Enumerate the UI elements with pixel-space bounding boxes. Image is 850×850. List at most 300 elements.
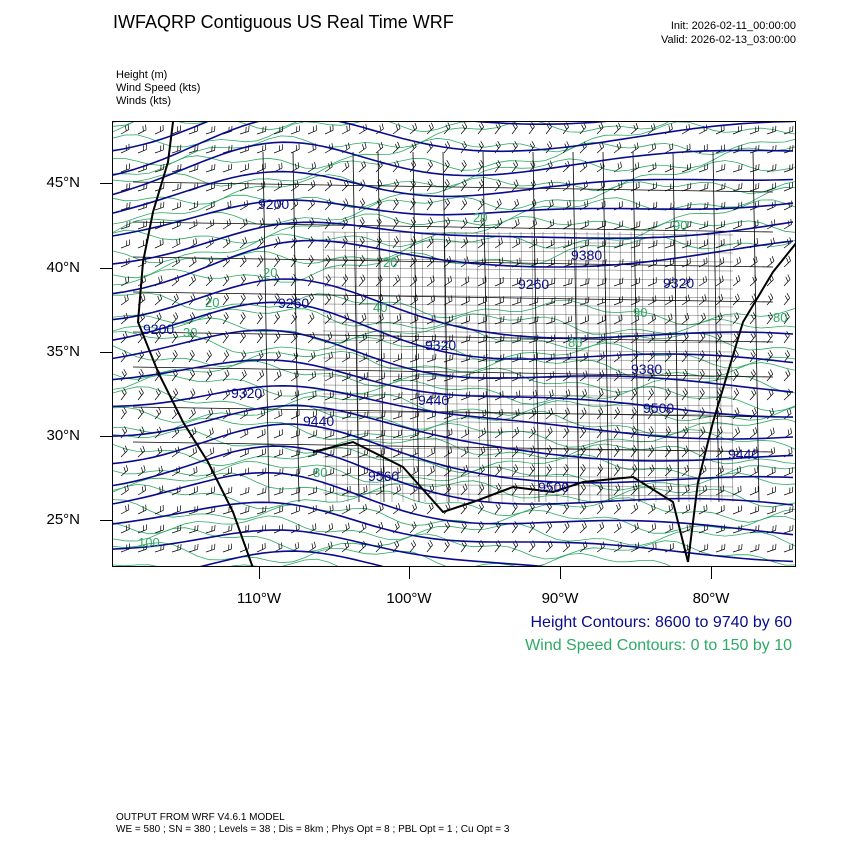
- valid-time: Valid: 2026-02-13_03:00:00: [661, 34, 796, 46]
- lat-tick: [100, 352, 112, 353]
- wind-barb: [644, 388, 655, 400]
- wind-barb: [627, 464, 638, 476]
- wind-barb: [780, 293, 791, 305]
- wind-barb: [202, 350, 213, 362]
- model-settings: WE = 580 ; SN = 380 ; Levels = 38 ; Dis = 8km ; Phys Opt = 8 ; PBL Opt = 1 ; Cu Opt = 3: [116, 824, 510, 835]
- wind-barb: [219, 350, 230, 362]
- county-border: [554, 232, 557, 502]
- lon-tick: [560, 567, 561, 579]
- wind-barb: [236, 293, 247, 305]
- wind-barb: [441, 447, 453, 457]
- height-contour-label: 9440: [728, 446, 760, 462]
- wind-barb: [476, 316, 488, 324]
- wind-barb: [593, 464, 604, 476]
- wind-barb: [695, 350, 706, 362]
- lon-tick: [409, 567, 410, 579]
- wind-barb: [763, 369, 774, 381]
- wind-barb: [526, 219, 538, 229]
- wind-barb: [272, 144, 284, 153]
- wind-barb: [204, 544, 216, 552]
- wind-barb: [647, 221, 659, 229]
- wind-barb: [697, 505, 709, 514]
- wind-barb: [408, 411, 420, 419]
- county-border: [455, 232, 458, 502]
- wind-barb: [236, 312, 247, 324]
- wind-barb: [611, 503, 622, 514]
- wind-barb: [304, 217, 315, 229]
- lat-tick: [100, 520, 112, 521]
- wind-barb: [628, 333, 640, 343]
- wind-barb: [440, 179, 451, 191]
- height-contour-label: 9320: [231, 385, 263, 401]
- wind-barb: [627, 407, 638, 419]
- wind-barb: [782, 487, 794, 495]
- model-info: OUTPUT FROM WRF V4.6.1 MODEL: [116, 812, 285, 823]
- wind-barb: [271, 370, 283, 381]
- wind-barb: [255, 429, 267, 438]
- wind-barb: [272, 410, 284, 419]
- county-border: [532, 232, 535, 502]
- wind-barb: [304, 313, 315, 324]
- wind-contour-line: [113, 122, 796, 147]
- wind-barb: [255, 145, 267, 153]
- county-border: [433, 232, 436, 502]
- wind-barb: [339, 352, 351, 362]
- wind-barb: [219, 274, 230, 286]
- wind-barb: [595, 315, 607, 324]
- wind-barb: [321, 313, 332, 324]
- state-border: [713, 152, 719, 502]
- wind-barb: [697, 124, 709, 134]
- wind-contour-label: 40: [373, 300, 388, 315]
- wind-barb: [423, 503, 434, 514]
- wind-contour-label: 90: [633, 305, 648, 320]
- wind-barb: [492, 238, 504, 248]
- wind-barb: [119, 239, 131, 248]
- county-border: [598, 232, 601, 502]
- wind-barb: [612, 315, 624, 324]
- wind-barb: [151, 388, 162, 400]
- wind-barb: [543, 200, 555, 210]
- wind-barb: [135, 465, 147, 476]
- wind-barb: [239, 506, 251, 514]
- lat-label-30: 30°N: [46, 427, 80, 444]
- wind-barb: [578, 220, 590, 229]
- wind-barb: [475, 428, 487, 438]
- county-border: [367, 232, 370, 502]
- wind-barb: [696, 276, 708, 286]
- wind-barb: [253, 331, 264, 343]
- county-border: [323, 349, 733, 352]
- wind-barb: [457, 198, 468, 210]
- wind-barb: [680, 183, 692, 191]
- wind-barb: [289, 126, 301, 134]
- wind-barb: [153, 239, 165, 248]
- wind-barb: [408, 334, 420, 343]
- wind-barb: [765, 486, 777, 495]
- wind-barb: [440, 540, 451, 552]
- wind-barb: [119, 504, 131, 514]
- wind-barb: [340, 449, 352, 457]
- wind-barb: [647, 240, 659, 248]
- wind-barb: [613, 259, 625, 267]
- wind-barb: [423, 237, 434, 248]
- wind-barb: [510, 390, 522, 400]
- wind-barb: [305, 162, 317, 172]
- wind-barb: [288, 351, 300, 362]
- county-border: [620, 232, 623, 502]
- wind-barb: [221, 467, 233, 476]
- wind-barb: [188, 544, 200, 552]
- wind-barb: [203, 408, 215, 419]
- wind-barb: [780, 350, 791, 362]
- wind-barb: [406, 198, 417, 210]
- wind-barb: [749, 164, 761, 172]
- wind-barb: [714, 164, 726, 172]
- wind-barb: [528, 316, 540, 324]
- wind-barb: [408, 354, 420, 362]
- lat-tick: [100, 268, 112, 269]
- wind-barb: [392, 411, 404, 419]
- wind-barb: [715, 183, 727, 191]
- wind-barb: [748, 466, 760, 476]
- height-contour-label: 9380: [631, 361, 663, 377]
- wind-barb: [526, 390, 538, 400]
- wind-barb: [236, 256, 247, 267]
- wind-barb: [304, 255, 315, 267]
- wind-barb: [765, 126, 777, 134]
- wind-barb: [698, 183, 710, 191]
- county-border: [708, 232, 711, 502]
- wind-barb: [661, 445, 672, 457]
- wind-barb: [579, 278, 591, 286]
- wind-barb: [714, 544, 726, 552]
- wind-barb: [406, 540, 417, 552]
- wind-barb: [594, 522, 606, 533]
- wind-barb: [542, 464, 553, 476]
- wind-barb: [270, 312, 281, 324]
- wind-barb: [746, 388, 757, 400]
- lat-label-25: 25°N: [46, 511, 80, 528]
- state-border: [133, 292, 773, 302]
- wind-barb: [221, 164, 233, 172]
- wind-barb: [339, 523, 351, 533]
- wind-barb: [339, 161, 351, 172]
- wind-contour-line: [113, 181, 796, 232]
- wind-barb: [782, 182, 794, 191]
- wind-contour-label: 20: [263, 265, 278, 280]
- wind-barb: [593, 483, 604, 495]
- wind-barb: [593, 503, 604, 514]
- wind-barb: [646, 277, 658, 286]
- wind-barb: [593, 407, 604, 419]
- field-winds-label: Winds (kts): [116, 95, 171, 107]
- wind-barb: [255, 468, 267, 476]
- lon-label-80: 80°W: [692, 590, 730, 607]
- wind-barb: [219, 293, 230, 305]
- wind-barb: [255, 126, 267, 134]
- wind-contour-label: 20: [383, 255, 398, 270]
- wind-barb: [730, 294, 741, 305]
- wind-barb: [443, 354, 455, 362]
- wind-barb: [305, 371, 317, 381]
- wind-barb: [118, 465, 130, 476]
- wind-contour-label: 80: [568, 335, 583, 350]
- county-border: [697, 232, 700, 502]
- wind-barb: [731, 505, 743, 514]
- wind-barb: [289, 410, 301, 419]
- wind-barb: [151, 407, 162, 419]
- wind-barb: [272, 429, 284, 438]
- wind-barb: [356, 142, 368, 153]
- height-contour-label: 9260: [278, 295, 310, 311]
- wind-barb: [390, 123, 402, 134]
- wind-barb: [459, 335, 471, 343]
- wind-barb: [389, 179, 400, 191]
- lon-label-100: 100°W: [386, 590, 432, 607]
- wind-barb: [527, 239, 539, 248]
- wind-barb: [749, 525, 761, 533]
- wind-barb: [559, 426, 570, 438]
- wind-barb: [542, 445, 553, 457]
- county-border: [499, 232, 502, 502]
- wind-barb: [577, 522, 588, 533]
- height-contour-label: 9320: [663, 275, 695, 291]
- wind-barb: [202, 275, 213, 286]
- wind-contour-label: 80: [313, 465, 328, 480]
- wind-barb: [493, 372, 505, 381]
- height-contour-label: 9200: [258, 196, 290, 212]
- height-contour-label: 9440: [418, 392, 450, 408]
- wind-barb: [679, 313, 691, 324]
- wind-barb: [458, 447, 470, 457]
- wind-contour-label: 100: [138, 535, 160, 550]
- wind-barb: [220, 219, 232, 229]
- wind-barb: [408, 373, 420, 381]
- wind-barb: [561, 316, 573, 324]
- wind-barb: [543, 180, 555, 191]
- wind-barb: [255, 163, 267, 172]
- wind-barb: [374, 372, 386, 381]
- wind-barb: [764, 428, 776, 438]
- wind-barb: [474, 502, 485, 514]
- wind-barb: [238, 163, 250, 172]
- wind-barb: [406, 236, 417, 248]
- wind-barb: [253, 312, 264, 324]
- wind-barb: [254, 370, 266, 381]
- wind-barb: [255, 525, 267, 533]
- wind-barb: [509, 409, 521, 419]
- county-border: [378, 232, 381, 502]
- wind-barb: [374, 392, 386, 400]
- wind-contour-label: 20: [473, 210, 488, 225]
- wind-barb: [612, 278, 624, 286]
- wind-barb: [375, 411, 387, 419]
- wind-barb: [766, 145, 778, 153]
- wind-barb: [168, 350, 179, 362]
- wind-barb: [289, 430, 301, 438]
- wind-barb: [729, 369, 740, 381]
- wind-barb: [204, 126, 216, 134]
- wind-barb: [679, 485, 691, 495]
- wind-barb: [440, 521, 451, 533]
- wind-barb: [646, 163, 658, 172]
- wind-barb: [764, 256, 776, 267]
- wind-barb: [628, 123, 640, 134]
- wind-barb: [272, 163, 284, 172]
- wind-barb: [748, 126, 760, 134]
- map-canvas: [113, 122, 796, 567]
- wind-contour-label: 30: [183, 325, 198, 340]
- wind-barb: [424, 275, 436, 286]
- wind-barb: [459, 276, 471, 286]
- wind-barb: [780, 275, 791, 286]
- wind-barb: [221, 544, 233, 552]
- height-contour-line: [113, 222, 793, 264]
- wind-barb: [424, 466, 436, 476]
- height-contour-legend: Height Contours: 8600 to 9740 by 60: [530, 614, 792, 631]
- wind-barb: [611, 522, 623, 533]
- wind-barb: [186, 408, 197, 419]
- wind-barb: [746, 350, 757, 362]
- init-time: Init: 2026-02-11_00:00:00: [670, 20, 796, 32]
- wind-barb: [440, 160, 451, 172]
- height-contour-line: [113, 172, 793, 214]
- wind-barb: [782, 544, 794, 552]
- wind-barb: [610, 407, 621, 419]
- county-border: [323, 322, 733, 325]
- wind-barb: [627, 445, 638, 457]
- height-contour-label: 9500: [538, 479, 570, 495]
- wind-barb: [170, 183, 182, 191]
- wind-barb: [663, 240, 675, 248]
- contour-labels: [138, 196, 787, 550]
- height-contour-label: 9260: [518, 276, 550, 292]
- lat-tick: [100, 183, 112, 184]
- wind-barb: [289, 390, 301, 400]
- wind-barb: [340, 504, 352, 514]
- wind-barb: [390, 275, 401, 286]
- wind-barb: [255, 543, 267, 552]
- state-border: [293, 152, 299, 502]
- wind-barb: [508, 180, 519, 191]
- wind-barb: [542, 161, 553, 172]
- wind-barb: [134, 427, 145, 438]
- wind-barb: [474, 122, 485, 134]
- wind-barb: [645, 503, 657, 514]
- wind-barb: [662, 465, 673, 476]
- wind-barb: [289, 144, 301, 153]
- wind-barb: [205, 525, 217, 533]
- wind-barb: [406, 522, 417, 533]
- wind-barb: [644, 445, 655, 457]
- wind-barb: [730, 275, 742, 286]
- lat-label-40: 40°N: [46, 259, 80, 276]
- wind-barb: [491, 502, 502, 514]
- wind-contour-label: 20: [205, 295, 220, 310]
- coastline: [138, 122, 796, 567]
- wind-contour-legend: Wind Speed Contours: 0 to 150 by 10: [525, 637, 792, 654]
- wind-barb: [389, 217, 400, 229]
- wind-barb: [714, 505, 726, 514]
- wind-barb: [679, 295, 691, 305]
- wind-barb: [255, 448, 267, 457]
- wind-barb: [153, 125, 165, 134]
- wind-barb: [306, 125, 318, 134]
- lon-label-110: 110°W: [236, 590, 282, 607]
- wind-barb: [136, 505, 148, 514]
- wind-barb: [423, 198, 434, 210]
- wind-barb: [135, 485, 147, 495]
- wind-barb: [372, 275, 383, 286]
- wind-barb: [287, 312, 298, 324]
- wind-barb: [270, 331, 281, 343]
- wind-barb: [204, 447, 216, 457]
- wind-barb: [730, 427, 742, 438]
- wind-barb: [441, 276, 453, 286]
- wind-barb: [678, 388, 689, 400]
- county-border: [587, 232, 590, 502]
- wind-barb: [646, 543, 658, 552]
- wind-barb: [205, 145, 217, 153]
- wind-barb: [425, 354, 437, 362]
- lon-label-90: 90°W: [541, 590, 579, 607]
- wind-barb: [134, 388, 145, 400]
- wind-barb: [748, 183, 760, 191]
- wind-barb: [459, 315, 471, 324]
- wind-barb: [236, 370, 247, 381]
- wind-barb: [508, 446, 519, 457]
- wind-barb: [459, 428, 471, 438]
- wind-barb: [527, 258, 539, 267]
- wind-barb: [562, 297, 574, 305]
- wind-barb: [747, 427, 759, 438]
- wind-barb: [612, 296, 624, 305]
- county-border: [323, 232, 733, 235]
- wind-barb: [118, 295, 130, 305]
- wind-barb: [783, 525, 795, 533]
- height-contour-label: 9500: [643, 400, 675, 416]
- wind-barb: [613, 240, 625, 248]
- wind-barb: [576, 502, 587, 514]
- wind-barb: [746, 369, 757, 381]
- wind-barb: [713, 294, 725, 305]
- wind-barb: [577, 389, 589, 400]
- wind-barb: [763, 293, 774, 305]
- wind-barb: [542, 427, 553, 438]
- lat-label-45: 45°N: [46, 174, 80, 191]
- wind-barb: [576, 483, 587, 495]
- state-border: [353, 152, 359, 502]
- wind-barb: [629, 162, 641, 172]
- wind-barb: [289, 505, 301, 514]
- wind-barb: [611, 351, 623, 362]
- wind-barb: [338, 274, 349, 286]
- county-border: [422, 232, 425, 502]
- wind-barb: [272, 126, 284, 134]
- county-border: [323, 439, 733, 442]
- wind-barb: [287, 255, 298, 267]
- wind-barb: [222, 525, 234, 533]
- county-border: [521, 232, 524, 502]
- wind-barb: [644, 465, 655, 476]
- wind-barb: [611, 142, 623, 153]
- wind-barb: [765, 544, 777, 552]
- wind-barb: [695, 426, 706, 438]
- wind-barb: [423, 540, 434, 552]
- wind-barb: [204, 164, 216, 172]
- wind-barb: [509, 218, 521, 229]
